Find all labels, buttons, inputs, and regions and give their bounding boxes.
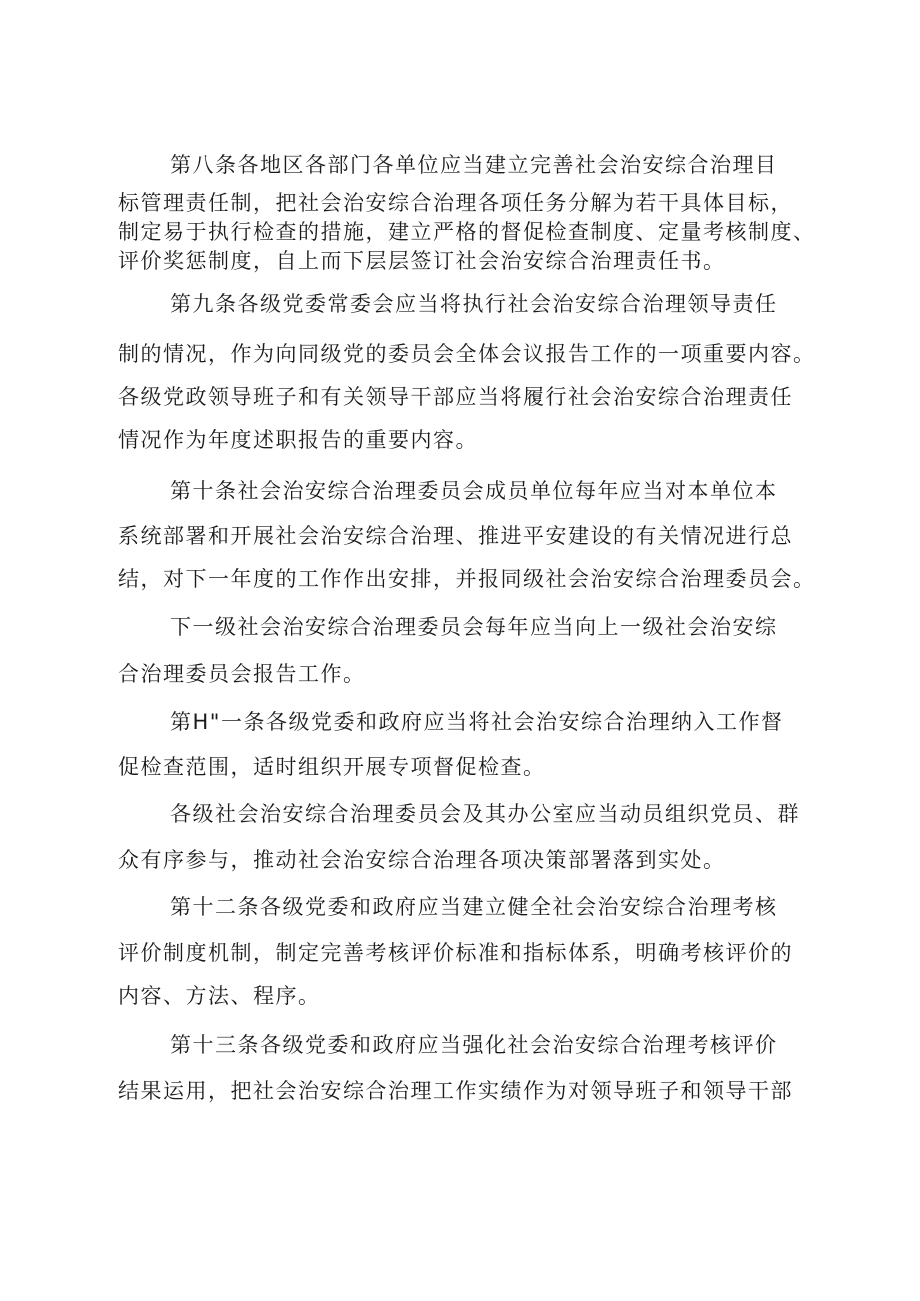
- article-9-line-4: 情况作为年度述职报告的重要内容。: [118, 428, 478, 452]
- article-9-line-3: 各级党政领导班子和有关领导干部应当将履行社会治安综合治理责任: [118, 385, 793, 409]
- article-8-line-4: 评价奖惩制度，自上而下层层签订社会治安综合治理责任书。: [118, 249, 726, 273]
- article-11-line-1: 第H"一条各级党委和政府应当将社会治安综合治理纳入工作督: [170, 710, 784, 734]
- article-11-para-2-line-2: 众有序参与，推动社会治安综合治理各项决策部署落到实处。: [118, 848, 726, 872]
- article-9-line-2: 制的情况，作为向同级党的委员会全体会议报告工作的一项重要内容。: [118, 342, 816, 366]
- article-9-line-1: 第九条各级党委常委会应当将执行社会治安综合治理领导责任: [170, 292, 778, 316]
- article-8-line-2: 标管理责任制，把社会治安综合治理各项任务分解为若干具体目标，: [118, 191, 793, 215]
- article-8-line-3: 制定易于执行检查的措施，建立严格的督促检查制度、定量考核制度、: [118, 220, 816, 244]
- article-10-line-1: 第十条社会治安综合治理委员会成员单位每年应当对本单位本: [170, 479, 778, 503]
- article-10-para-2-line-2: 合治理委员会报告工作。: [118, 662, 366, 686]
- article-13-line-2: 结果运用，把社会治安综合治理工作实绩作为对领导班子和领导干部: [118, 1079, 793, 1103]
- article-10-line-3: 结，对下一年度的工作作出安排，并报同级社会治安综合治理委员会。: [118, 567, 816, 591]
- article-12-line-2: 评价制度机制，制定完善考核评价标准和指标体系，明确考核评价的: [118, 941, 793, 965]
- article-10-line-2: 系统部署和开展社会治安综合治理、推进平安建设的有关情况进行总: [118, 524, 793, 548]
- article-10-para-2-line-1: 下一级社会治安综合治理委员会每年应当向上一级社会治安综: [170, 615, 778, 639]
- article-12-line-1: 第十二条各级党委和政府应当建立健全社会治安综合治理考核: [170, 895, 778, 919]
- article-11-para-2-line-1: 各级社会治安综合治理委员会及其办公室应当动员组织党员、群: [170, 802, 800, 826]
- article-13-line-1: 第十三条各级党委和政府应当强化社会治安综合治理考核评价: [170, 1033, 778, 1057]
- article-11-line-2: 促检查范围，适时组织开展专项督促检查。: [118, 755, 546, 779]
- article-8-line-1: 第八条各地区各部门各单位应当建立完善社会治安综合治理目: [170, 153, 778, 177]
- article-12-line-3: 内容、方法、程序。: [118, 984, 321, 1008]
